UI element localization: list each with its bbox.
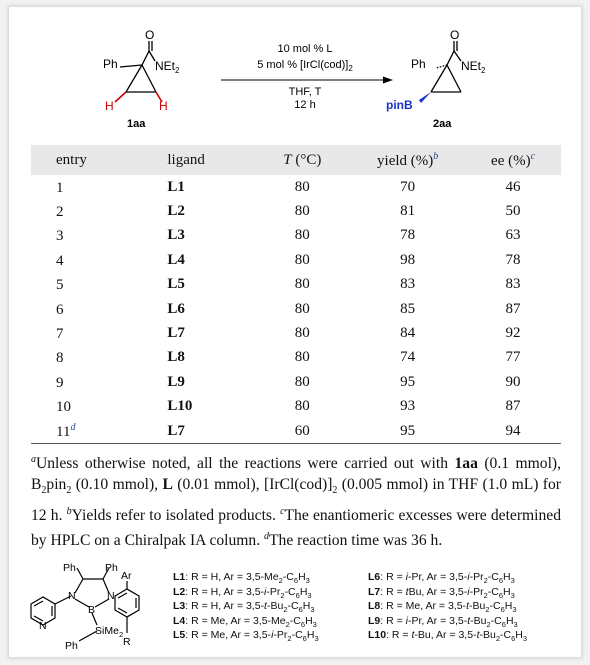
ligand-def: : R = bbox=[380, 585, 406, 598]
ligand-name: L1 bbox=[173, 571, 186, 583]
ligand-def-italic: i bbox=[405, 614, 408, 627]
cell-ee: 87 bbox=[505, 300, 521, 317]
cell-yield: 70 bbox=[400, 178, 416, 195]
reactant-carbonyl-o: O bbox=[145, 28, 155, 42]
footnote-a-sub-1: 2 bbox=[41, 485, 47, 497]
ligand-sub-1: 2 bbox=[280, 590, 285, 600]
reactant-structure bbox=[120, 41, 156, 92]
ligand-mid: -C bbox=[291, 629, 303, 642]
ligand-sub-1: 2 bbox=[283, 605, 288, 615]
cell-ee: 92 bbox=[505, 325, 521, 342]
table-row bbox=[31, 395, 561, 419]
ligand-sub-3: 3 bbox=[312, 619, 317, 629]
entry-number: 3 bbox=[56, 228, 64, 245]
ligand-def-italic-2: t bbox=[466, 600, 469, 613]
table-row bbox=[31, 224, 561, 248]
reactant-label: 1aa bbox=[127, 118, 146, 130]
ligand-def-2: -Pr bbox=[266, 585, 281, 598]
ligand-name: L8 bbox=[368, 600, 381, 613]
entry-number: 11 bbox=[56, 423, 71, 440]
optimization-table bbox=[31, 145, 561, 444]
ligand-def-italic: i bbox=[264, 585, 267, 598]
ligand-def: : R = Me, Ar = 3,5- bbox=[185, 629, 272, 642]
ligand-b: B bbox=[88, 604, 96, 616]
cell-ligand: L5 bbox=[167, 276, 185, 293]
cell-entry bbox=[31, 199, 147, 223]
reactant-ph: Ph bbox=[103, 57, 118, 71]
ligand-ph-2: Ph bbox=[105, 562, 118, 574]
ligand-ph-1: Ph bbox=[63, 562, 76, 574]
cell-ee: 63 bbox=[505, 227, 521, 244]
cell-yield: 83 bbox=[400, 276, 416, 293]
header-entry: entry bbox=[56, 151, 87, 168]
ligand-h: H bbox=[504, 600, 513, 613]
ligand-def-italic-2: t bbox=[467, 614, 471, 627]
svg-text:NEt2 bbox=[461, 59, 486, 75]
cell-ligand: L7 bbox=[167, 325, 185, 342]
ligand-mid: -C bbox=[289, 614, 301, 627]
cell-temperature: 80 bbox=[294, 276, 310, 293]
cell-ligand: L8 bbox=[167, 349, 185, 366]
ligand-sub-1: 2 bbox=[278, 576, 283, 586]
cell-ligand: L2 bbox=[167, 203, 185, 220]
cell-ee: 50 bbox=[505, 203, 521, 220]
cell-ee: 83 bbox=[505, 276, 521, 293]
table-card bbox=[8, 6, 582, 658]
ligand-def-italic: t bbox=[411, 629, 415, 642]
header-yield bbox=[350, 145, 465, 175]
svg-text:SiMe2 bbox=[95, 625, 123, 639]
footnote-a-text-1: Unless otherwise noted, all the reactions were carried out with bbox=[36, 455, 455, 473]
entry-number: 1 bbox=[56, 179, 64, 196]
cell-yield: 95 bbox=[400, 373, 416, 390]
cell-entry bbox=[31, 175, 147, 199]
ligand-ar: Ar bbox=[121, 570, 132, 582]
header-ee-label: ee (%) bbox=[491, 152, 531, 169]
ligand-n-1: N bbox=[68, 590, 76, 602]
footnote-a-sub-3: 2 bbox=[332, 485, 338, 497]
ligand-sub-2: 6 bbox=[511, 634, 516, 644]
cell-temperature: 80 bbox=[294, 178, 310, 195]
product-carbonyl-o: O bbox=[450, 28, 460, 42]
ligand-def: : R = bbox=[386, 629, 412, 642]
footnote-a-ligand: L bbox=[162, 476, 173, 494]
entry-number: 8 bbox=[56, 350, 64, 367]
table-row bbox=[31, 346, 561, 370]
ligand-sub-2: 6 bbox=[498, 576, 504, 586]
ligand-def-3: -Pr bbox=[469, 585, 484, 598]
header-yield-label: yield (%) bbox=[377, 152, 434, 169]
ligand-sub-2: 6 bbox=[295, 590, 300, 600]
ligand-h: H bbox=[299, 585, 308, 598]
cell-ee: 77 bbox=[505, 349, 521, 366]
cell-temperature: 80 bbox=[294, 203, 310, 220]
ligand-sub-2: 6 bbox=[501, 619, 506, 629]
table-row bbox=[31, 248, 561, 272]
ligand-definition bbox=[368, 601, 527, 616]
ligand-name: L4 bbox=[173, 614, 186, 627]
table-row bbox=[31, 419, 561, 444]
cell-temperature: 80 bbox=[294, 325, 310, 342]
cell-temperature: 80 bbox=[294, 349, 310, 366]
ligand-n-2: N bbox=[107, 590, 115, 602]
cell-yield: 98 bbox=[400, 251, 416, 268]
cell-ee: 94 bbox=[465, 419, 561, 444]
ligand-def: : R = H, Ar = 3,5-Me bbox=[185, 571, 279, 583]
ligand-def-2: -Pr bbox=[273, 629, 288, 642]
condition-iridium-sub: 2 bbox=[348, 64, 353, 73]
ligand-h: H bbox=[305, 614, 313, 627]
cell-ligand: L4 bbox=[167, 251, 185, 268]
cell-temperature: 80 bbox=[294, 373, 310, 390]
ligand-definition bbox=[368, 572, 527, 587]
ligand-def: : R = H, Ar = 3,5- bbox=[185, 600, 265, 613]
cell-entry bbox=[31, 321, 147, 345]
ligand-name: L3 bbox=[173, 600, 186, 613]
footnote-a-text-3: pin bbox=[46, 476, 67, 494]
ligand-def-italic-2: t bbox=[476, 629, 480, 642]
ligand-def-3: -Bu bbox=[468, 600, 486, 613]
ligand-h: H bbox=[298, 571, 306, 583]
ligand-definition bbox=[173, 630, 319, 645]
ligand-sub-3: 3 bbox=[310, 605, 315, 615]
entry-number: 4 bbox=[56, 252, 64, 269]
footnote-a-mark: a bbox=[31, 454, 36, 465]
ligand-def: : R = bbox=[380, 614, 406, 627]
ligand-name: L9 bbox=[368, 614, 381, 627]
entry-number: 2 bbox=[56, 204, 64, 221]
footnote-b-mark: b bbox=[66, 506, 72, 518]
ligand-sub-2: 6 bbox=[300, 619, 306, 629]
header-yield-footnote: b bbox=[433, 150, 439, 162]
header-ligand: ligand bbox=[167, 151, 205, 168]
table-row bbox=[31, 370, 561, 394]
cell-ligand: L7 bbox=[147, 419, 254, 444]
ligand-sub-3: 3 bbox=[510, 590, 515, 600]
ligand-sub-2: 6 bbox=[293, 576, 299, 586]
reactant-h-bonds bbox=[115, 92, 162, 102]
cell-ligand: L9 bbox=[167, 373, 185, 390]
cell-entry bbox=[31, 273, 147, 297]
cell-yield: 78 bbox=[400, 227, 416, 244]
entry-number: 7 bbox=[56, 326, 64, 343]
ligand-sub-1: 2 bbox=[483, 590, 488, 600]
ligand-def-italic: i bbox=[271, 629, 274, 642]
ligand-def-2: -Pr, Ar = 3,5- bbox=[408, 571, 468, 583]
ligand-mid: -C bbox=[487, 585, 499, 598]
ligand-h: H bbox=[505, 614, 514, 627]
cell-ee: 87 bbox=[505, 398, 521, 415]
reaction-scheme bbox=[9, 7, 581, 142]
ligand-ph-3: Ph bbox=[65, 640, 78, 652]
ligand-h: H bbox=[503, 571, 511, 583]
cell-yield: 84 bbox=[400, 325, 416, 342]
product-structure bbox=[431, 41, 461, 92]
cell-temperature: 80 bbox=[294, 227, 310, 244]
cell-yield: 74 bbox=[400, 349, 416, 366]
ligand-def-italic: t bbox=[405, 585, 409, 598]
product-amide: NEt bbox=[461, 59, 482, 73]
product-wedge-bond bbox=[419, 92, 431, 103]
cell-ee: 90 bbox=[505, 373, 521, 390]
reactant-amide-sub: 2 bbox=[175, 66, 180, 75]
header-temperature: T (°C) bbox=[283, 151, 322, 168]
condition-solvent: THF, T bbox=[288, 86, 322, 98]
cell-temperature: 80 bbox=[294, 398, 310, 415]
ligand-mid: -C bbox=[282, 571, 294, 583]
ligand-def: : R = bbox=[380, 571, 406, 583]
ligand-sub-3: 3 bbox=[512, 605, 517, 615]
footnote-a-text-6: (0.005 mmol) in THF (1.0 mL) for 12 h. bbox=[31, 476, 561, 525]
ligand-sub-3: 3 bbox=[305, 576, 310, 586]
product-ph: Ph bbox=[411, 57, 426, 71]
ligand-name: L10 bbox=[368, 629, 387, 642]
ligand-def-italic-2: i bbox=[467, 585, 470, 598]
ligand-definition bbox=[173, 601, 319, 616]
ligand-name: L7 bbox=[368, 585, 381, 598]
ligand-sub-3: 3 bbox=[513, 619, 518, 629]
cell-yield: 93 bbox=[400, 398, 416, 415]
footnote-d-text: The reaction time was 36 h. bbox=[269, 532, 443, 550]
ligand-sub-1: 2 bbox=[486, 619, 491, 629]
cell-ligand: L6 bbox=[167, 300, 185, 317]
ligand-sime2-sub: 2 bbox=[118, 630, 124, 639]
ligand-sub-2: 6 bbox=[498, 590, 504, 600]
ligand-sub-2: 6 bbox=[500, 605, 505, 615]
ligand-sub-1: 2 bbox=[495, 634, 500, 644]
ligand-def-italic: t bbox=[264, 600, 267, 613]
table-row bbox=[31, 297, 561, 321]
cell-entry bbox=[31, 297, 147, 321]
cell-yield: 95 bbox=[350, 419, 465, 444]
ligand-definition bbox=[173, 587, 319, 602]
ligand-def-2: -Bu bbox=[266, 600, 284, 613]
ligand-def: : R = Me, Ar = 3,5-Me bbox=[185, 614, 286, 627]
cell-yield: 85 bbox=[400, 300, 416, 317]
reaction-arrow bbox=[221, 77, 393, 84]
table-footnotes bbox=[31, 449, 561, 552]
table-row bbox=[31, 321, 561, 345]
table-body bbox=[31, 175, 561, 444]
product-label: 2aa bbox=[433, 118, 452, 130]
ligand-sub-1: 2 bbox=[485, 605, 490, 615]
svg-text:5 mol % [IrCl(cod)]2 bbox=[257, 59, 353, 73]
condition-catalyst-loading: 10 mol % L bbox=[277, 43, 333, 55]
ligand-name: L6 bbox=[368, 571, 381, 583]
entry-number: 5 bbox=[56, 277, 64, 294]
ligand-sub-2: 6 bbox=[298, 605, 303, 615]
ligand-h: H bbox=[515, 629, 523, 642]
ligand-h: H bbox=[302, 600, 311, 613]
ligand-definition bbox=[368, 630, 527, 645]
ligand-mid: -C bbox=[284, 585, 296, 598]
ligand-mid: -C bbox=[487, 571, 499, 583]
cell-ee: 46 bbox=[505, 178, 521, 195]
footnote-c-mark: c bbox=[280, 506, 285, 518]
ligand-name: L2 bbox=[173, 585, 186, 598]
cell-entry bbox=[31, 224, 147, 248]
ligand-name: L5 bbox=[173, 629, 186, 642]
ligand-def-3: -Bu bbox=[470, 614, 487, 627]
condition-iridium: 5 mol % [IrCl(cod)] bbox=[257, 59, 349, 71]
footnote-b-text: Yields refer to isolated products. bbox=[71, 507, 281, 525]
entry-number: 10 bbox=[56, 399, 71, 416]
cell-ligand: L1 bbox=[167, 178, 185, 195]
ligand-list-left bbox=[173, 572, 319, 645]
ligand-sime2: SiMe bbox=[95, 625, 119, 637]
ligand-list-right bbox=[368, 572, 527, 645]
ligand-sub-3: 3 bbox=[522, 634, 528, 644]
ligand-mid: -C bbox=[500, 629, 512, 642]
ligand-def-2: Bu, Ar = 3,5- bbox=[408, 585, 468, 598]
footnote-paragraph bbox=[31, 449, 561, 552]
ligand-sub-2: 6 bbox=[302, 634, 307, 644]
ligand-sub-1: 2 bbox=[287, 634, 292, 644]
footnote-a-text-4: (0.10 mmol), bbox=[71, 476, 163, 494]
cell-ligand: L10 bbox=[167, 398, 193, 415]
ligand-definition bbox=[173, 616, 319, 631]
ligand-h: H bbox=[306, 629, 315, 642]
header-ee-footnote: c bbox=[530, 150, 536, 162]
product-amide-sub: 2 bbox=[481, 66, 486, 75]
ligand-def-italic-2: i bbox=[467, 571, 470, 583]
cell-entry bbox=[31, 419, 147, 444]
header-ee bbox=[465, 145, 561, 175]
ligand-mid: -C bbox=[489, 600, 501, 613]
table-row bbox=[31, 199, 561, 223]
footnote-d-mark: d bbox=[264, 531, 270, 543]
ligand-structure bbox=[9, 559, 184, 657]
ligand-def-2: -Bu, Ar = 3,5- bbox=[414, 629, 477, 642]
ligand-sub-1: 2 bbox=[285, 619, 290, 629]
ligand-definition bbox=[368, 587, 527, 602]
cell-ligand: L3 bbox=[167, 227, 185, 244]
svg-text:NEt2 bbox=[155, 59, 180, 75]
ligand-r: R bbox=[123, 636, 131, 648]
reactant-h-left: H bbox=[105, 99, 114, 113]
cell-temperature: 80 bbox=[294, 300, 310, 317]
ligand-definition bbox=[368, 616, 527, 631]
footnote-c-text: The enantiomeric excesses were determined by HPLC on a Chiralpak IA column. bbox=[31, 507, 561, 550]
footnote-a-compound: 1aa bbox=[454, 455, 478, 473]
reactant-amide: NEt bbox=[155, 59, 176, 73]
ligand-def-2: -Pr, Ar = 3,5- bbox=[408, 614, 468, 627]
ligand-def: : R = Me, Ar = 3,5- bbox=[380, 600, 467, 613]
ligand-definition bbox=[173, 572, 319, 587]
ligand-def-italic: i bbox=[405, 571, 408, 583]
cell-entry bbox=[31, 395, 147, 419]
ligand-n-pyridine: N bbox=[39, 620, 47, 632]
ligand-mid: -C bbox=[287, 600, 299, 613]
entry-footnote: d bbox=[70, 421, 76, 433]
cell-entry bbox=[31, 346, 147, 370]
entry-number: 9 bbox=[56, 374, 64, 391]
table-row bbox=[31, 175, 561, 199]
footnote-a-text-5: (0.01 mmol), [IrCl(cod)] bbox=[172, 476, 333, 494]
cell-temperature: 80 bbox=[294, 251, 310, 268]
ligand-def-3: -Pr bbox=[469, 571, 484, 583]
product-pinb: pinB bbox=[386, 98, 413, 112]
ligand-sub-1: 2 bbox=[483, 576, 488, 586]
cell-entry bbox=[31, 370, 147, 394]
condition-time: 12 h bbox=[294, 99, 316, 111]
ligand-sub-3: 3 bbox=[510, 576, 515, 586]
table-header-row bbox=[31, 145, 561, 175]
cell-yield: 81 bbox=[400, 203, 416, 220]
table-row bbox=[31, 273, 561, 297]
ligand-mid: -C bbox=[490, 614, 502, 627]
cell-entry bbox=[31, 248, 147, 272]
ligand-def-3: -Bu bbox=[479, 629, 496, 642]
ligand-sub-3: 3 bbox=[307, 590, 312, 600]
ligand-def: : R = H, Ar = 3,5- bbox=[185, 585, 265, 598]
footnote-a-sub-2: 2 bbox=[66, 485, 72, 497]
reactant-h-right: H bbox=[159, 99, 168, 113]
cell-ee: 78 bbox=[505, 251, 521, 268]
ligand-sub-3: 3 bbox=[314, 634, 319, 644]
cell-temperature: 60 bbox=[254, 419, 350, 444]
entry-number: 6 bbox=[56, 301, 64, 318]
footnote-a-text-2: (0.1 mmol), B bbox=[31, 455, 562, 494]
ligand-h: H bbox=[503, 585, 511, 598]
